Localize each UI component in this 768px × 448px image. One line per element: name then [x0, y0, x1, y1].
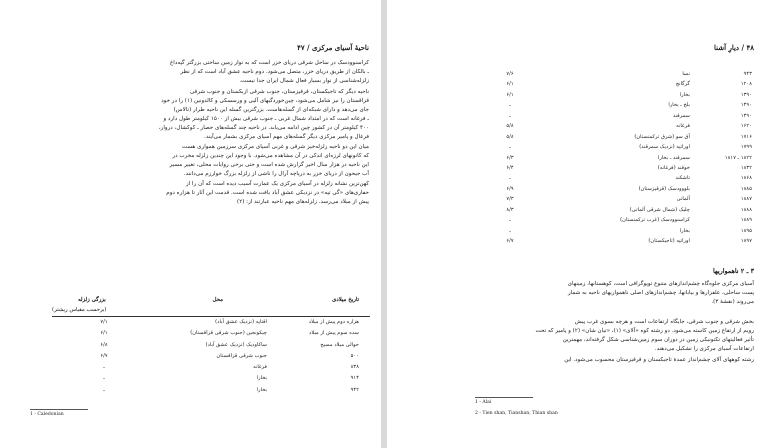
list-cell: ۱۸۹۷: [740, 238, 752, 244]
list-column-place: [574, 69, 690, 246]
list-cell: فرغانه: [676, 123, 690, 130]
list-cell: کراسنوودسک (غرب ترکمنستان): [620, 217, 690, 224]
list-cell: سمرقند ـ بخارا: [657, 154, 690, 161]
table-column-magnitude: [92, 317, 116, 396]
table-cell: چیکونجین (جنوب شرقی قزاقستان): [190, 330, 267, 337]
list-cell: ۷/۳: [506, 196, 514, 203]
table-header-location: محل: [212, 297, 223, 303]
table-cell: هزاره دوم پیش از میلاد: [308, 319, 359, 325]
table-cell: بخارا: [256, 375, 267, 382]
table-cell: بخارا: [256, 386, 267, 393]
left-page-header: ناحیهٔ آسیای مرکزی / ۴۷: [297, 43, 369, 52]
table-cell: ۸۳۸: [350, 364, 359, 371]
table-cell: فرغانه: [253, 364, 267, 371]
list-cell: ـ: [509, 217, 511, 224]
list-cell: ۹۴۳: [743, 71, 752, 77]
table-cell: ۷/۱: [100, 319, 108, 325]
list-cell: ۶/۱: [506, 91, 514, 98]
list-cell: بخارا: [679, 91, 690, 98]
right-footnote-1: 1 - Alai: [475, 400, 492, 405]
list-cell: نسا: [682, 71, 690, 77]
table-header-magnitude-sub: (برحسب مقیاس ریشتر): [52, 307, 107, 313]
list-cell: تاشکند: [675, 175, 690, 182]
list-cell: ۷/۶: [506, 71, 514, 77]
list-cell: ۱۶۲۰: [740, 123, 752, 130]
right-header-title: دیارِ آشنا: [713, 43, 740, 52]
list-column-magnitude: [499, 69, 521, 246]
table-cell: حوالی میلاد مسیح: [320, 341, 359, 348]
table-cell: ـ: [103, 386, 105, 393]
table-header-magnitude: بزرگی زلزله: [78, 297, 106, 303]
list-cell: ۱۷۹۹: [740, 144, 752, 151]
list-cell: ۶/۹: [506, 185, 514, 192]
table-cell: ـ: [103, 375, 105, 382]
list-cell: ۶/۱: [506, 81, 514, 88]
table-column-location: [137, 317, 267, 396]
list-cell: ۱۴۹۰: [740, 102, 752, 109]
table-column-date: [273, 317, 359, 396]
list-cell: ۱۸۸۷: [740, 196, 752, 203]
list-cell: بلووودسک (قرقیزستان): [638, 185, 690, 192]
right-paragraph-2: بخش شرقی و جنوب شرقی، جایگاه ارتفاعات است و هرچه بسوی غرب پیش رویم از ارتفاع زمین کاسته می‌شود. دو رشته کوه «آلای» (۱)، «تیان شان» (۲) و پامیر که تحت تأثیر فعالیتهای تکتونیکی زمین در دوران سوم زمین‌شناسی شکل گرفته‌اند، مهمترین ارتفاعات آسیای مرکزی را تشکیل می‌دهند.: [535, 319, 754, 353]
table-cell: ۶/۱: [100, 330, 108, 337]
list-cell: گرگانج: [675, 81, 690, 88]
list-cell: ۵/۸: [506, 123, 514, 130]
list-cell: ـ: [509, 112, 511, 119]
list-cell: ـ: [509, 227, 511, 234]
left-paragraph-4: کهن‌ترین نشانه زلزله در آسیای مرکزی یک عمارت آسیب دیده است که آن را از حفاری‌های «گی تپه» در نزدیکی عشق آباد یافت شده است. قدمت این آثار تا هزاره دوم پیش از میلاد می‌رسد. زلزله‌های مهم ناحیه عبارتند از: (۲): [166, 181, 369, 206]
list-cell: ۱۸۶۸: [740, 175, 752, 182]
list-cell: ۱۳۹۰: [740, 91, 752, 98]
list-cell: ۱۲۰۸: [740, 81, 752, 88]
left-header-title: ناحیهٔ آسیای مرکزی: [312, 43, 369, 52]
list-cell: ۱۸۲۲ ـ ۱۸۱۷: [724, 154, 752, 161]
list-column-year: [696, 69, 752, 246]
list-cell: بخارا: [679, 227, 690, 234]
left-paragraph-2: ناحیه دیگر که تاجیکستان، قرقیزستان، جنوب شرقی ازبکستان و جنوب شرقی قزاقستان را نیز شامل می‌شود، چین‌خوردگیهای آلپی و ورسسکی و کالدونین (۱) را در خود جای می‌دهد و دارای شبکه‌ای از گسله‌هاست. بزرگترین گسله این ناحیه طرار (تالاس) ـ فرغانه است که در امتداد شمال غربی ـ جنوب شرقی بیش از ۱۵۰۰ کیلومتر طول دارد و ۴۰۰ کیلومتر آن در کشور چین ادامه می‌یابد. در ناحیه چند گسله‌های حصار ـ کوکشال، دروار، فرغال و پامیر مرکزی دیگر گسله‌های مهم آسیای مرکزی بشمار می‌آیند.: [158, 89, 369, 141]
table-cell: ۹۴۲: [350, 386, 359, 393]
right-page: [387, 0, 768, 448]
left-paragraph-3: میان این دو ناحیه زلزله‌خیز شرقی و غربی آسیای مرکزی سرزمین همواری هست که کانونهای لرزه‌ای اندکی در آن مشاهده می‌شود. با وجود این چندین زلزله مخرب در این ناحیه در هزار سال اخیر گزارش شده است و حتی برخی روایات محلی، تغییر مسیر آب جیحون از دریای خزر به دریاچه آرال را ناشی از زلزله بزرگ خوارزم می‌دانند.: [169, 144, 369, 178]
table-cell: ۵۰۰: [350, 352, 359, 359]
list-cell: بلخ ـ بخارا: [668, 102, 690, 109]
table-cell: ساکاودیک (نزدیک عشق آباد): [205, 341, 267, 348]
left-paragraph-1: کراسنوودسک در ساحل شرقی دریای خزر است که به نوار زمین ساختی بزرگتر گپه‌داغ ـ بالکان از طریق دریای خزر، متصل می‌شود. دوم ناحیه عشق آباد است که از نظر زلزله‌شناسی از نوار بسیار فعال شمال ایران جدا نیست.: [169, 60, 369, 85]
list-cell: ۸/۳: [506, 206, 514, 213]
list-cell: ۶/۷: [506, 238, 514, 244]
list-cell: آق سو (شرق ترکمنستان): [634, 133, 690, 140]
left-footnote-rule: [30, 409, 88, 410]
list-cell: ۱۸۸۵: [740, 185, 752, 192]
right-footnote-2: 2 - Tien shan, Tianshan, Thian shan: [475, 411, 558, 416]
right-footnote-rule: [475, 397, 533, 398]
list-cell: ۵/۸: [506, 133, 514, 140]
table-cell: ۹۱۴: [350, 375, 359, 382]
list-cell: ـ: [509, 144, 511, 151]
right-page-number: ۴۸: [746, 43, 754, 52]
list-cell: ۱۸۸۹: [740, 217, 752, 224]
list-cell: سمرقند: [673, 112, 690, 119]
table-header-date: تاریخ میلادی: [332, 297, 359, 303]
table-cell: ۶/۷: [100, 352, 108, 359]
list-cell: ـ: [509, 102, 511, 109]
list-cell: ـ: [509, 175, 511, 182]
list-cell: اوراتپه (تاجیکستان): [648, 238, 690, 244]
list-cell: اوراتپه (نزدیک سمرقند): [639, 144, 690, 151]
table-cell: سده سوم پیش از میلاد: [309, 330, 359, 337]
table-cell: جنوب شرقی قزاقستان: [216, 352, 267, 359]
left-page: [0, 0, 381, 448]
table-cell: ـ: [103, 364, 105, 371]
list-cell: آلماتی: [676, 196, 690, 203]
list-cell: ۱۸۸۸: [740, 206, 752, 213]
section-title: ۳ ـ ۲ ناهمواریها: [712, 267, 754, 275]
list-cell: ۱۸۹۵: [740, 227, 752, 234]
list-cell: ۶/۳: [506, 154, 514, 161]
table-cell: اقتاپه (نزدیک عشق آباد): [215, 319, 267, 325]
list-cell: خوقند (فرغانه): [657, 164, 690, 171]
left-page-number: ۴۷: [297, 43, 305, 52]
list-cell: ۱۴۹۰: [740, 112, 752, 119]
list-cell: ۱۷۱۶: [740, 133, 752, 140]
list-cell: ۶/۴: [506, 164, 514, 171]
list-cell: چلیک (شمال شرقی آلماتی): [629, 206, 690, 213]
list-cell: ۱۸۳۲: [740, 164, 752, 171]
right-page-header: ۴۸ / دیارِ آشنا: [713, 43, 754, 52]
right-paragraph-3: رشته کوههای آلای چشم‌انداز عمدهٔ تاجیکستان و قرقیزستان محسوب می‌شود. این: [564, 357, 754, 363]
left-footnote: 1 - Caledonian: [30, 412, 64, 417]
table-cell: ۶/۸: [100, 341, 108, 348]
right-paragraph-1: آسیای مرکزی جلوه‌گاه چشم‌اندازهای متنوع توپوگرافی است، کوهستانها، زمینهای پست ساحلی، علفزارها و بیابانها، چشم‌اندازهای اصلی ناهمواریهای ناحیه به شمار می‌روند (نقشهٔ ۳).: [567, 281, 754, 306]
